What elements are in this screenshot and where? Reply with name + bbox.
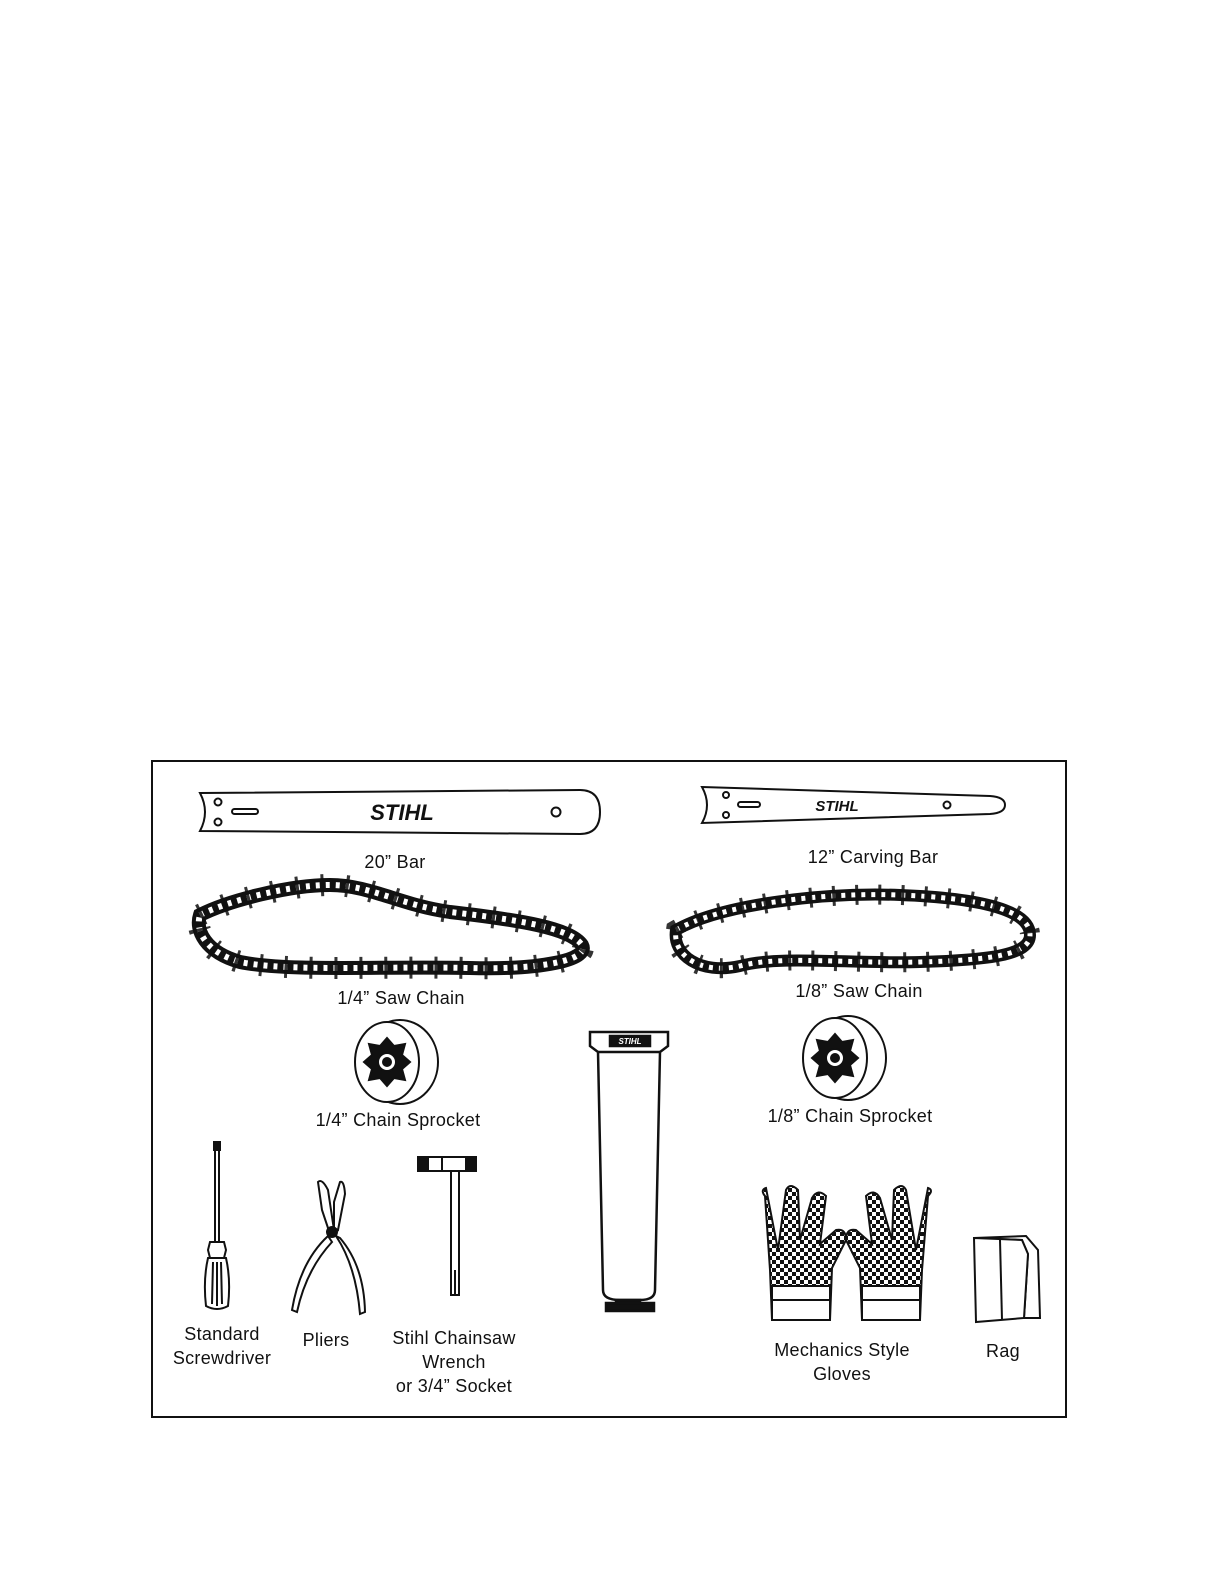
grease-tube-logo: STIHL <box>618 1037 642 1046</box>
rag-label: Rag <box>986 1341 1020 1361</box>
bar-20-label: 20” Bar <box>364 852 426 872</box>
saw-chain-quarter-label: 1/4” Saw Chain <box>337 988 465 1008</box>
saw-chain-eighth-icon <box>676 895 1030 969</box>
screwdriver-label: Standard Screwdriver <box>172 1324 272 1368</box>
chainsaw-wrench-icon <box>418 1157 476 1295</box>
pliers-label: Pliers <box>302 1330 350 1350</box>
sprocket-eighth-icon <box>803 1016 886 1100</box>
saw-chain-eighth-label: 1/8” Saw Chain <box>795 981 923 1001</box>
sprocket-eighth-label: 1/8” Chain Sprocket <box>767 1106 933 1126</box>
sprocket-quarter-icon <box>355 1020 438 1104</box>
wrench-label: Stihl Chainsaw Wrench or 3/4” Socket <box>392 1328 516 1396</box>
carving-bar-logo: STIHL <box>815 798 859 815</box>
rag-icon <box>974 1236 1040 1322</box>
bar-20-logo: STIHL <box>370 800 434 825</box>
pliers-icon <box>292 1181 365 1314</box>
mechanics-gloves-icon <box>763 1186 931 1320</box>
carving-bar-12-icon <box>702 787 1005 823</box>
saw-chain-quarter-icon <box>199 885 583 968</box>
screwdriver-icon <box>205 1142 229 1309</box>
carving-bar-12-label: 12” Carving Bar <box>807 847 939 867</box>
guide-bar-20-icon <box>200 790 600 834</box>
grease-tube-icon <box>590 1032 668 1311</box>
sprocket-quarter-label: 1/4” Chain Sprocket <box>315 1110 481 1130</box>
gloves-label: Mechanics Style Gloves <box>774 1340 910 1384</box>
